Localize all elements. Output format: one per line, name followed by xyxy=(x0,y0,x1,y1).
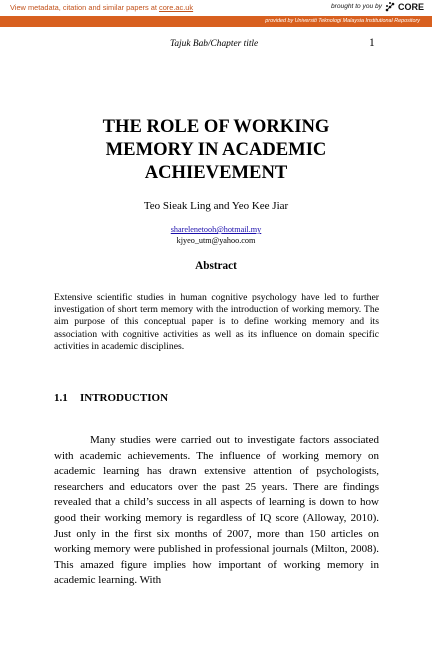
abstract-body: Extensive scientific studies in human cognitive psychology have led to further investigation of short term memory with the introduction of working memory. The aim purpose of this conceptual paper is to define working memory and its association with cognitive activities as well as its influence on domain specific activities in academic disciplines. xyxy=(54,292,379,352)
section-heading xyxy=(54,392,168,404)
core-logo-text: CORE xyxy=(397,1,424,12)
brought-to-you-by-text: brought to you by xyxy=(331,3,382,10)
abstract-heading: Abstract xyxy=(195,260,237,272)
core-metadata-text xyxy=(10,3,193,12)
paper-authors: Teo Sieak Ling and Yeo Kee Jiar xyxy=(143,200,289,212)
email-2: kjyeo_utm@yahoo.com xyxy=(176,235,256,245)
page-number: 1 xyxy=(369,37,375,49)
email-link-1[interactable]: sharelenetooh@hotmail.my xyxy=(170,225,262,234)
section-number: 1.1 xyxy=(54,392,68,404)
running-title: Tajuk Bab/Chapter title xyxy=(170,39,259,49)
core-brand xyxy=(331,1,424,12)
introduction-body: Many studies were carried out to investigate factors associated with academic achievements. The influence of working memory on academic learning has drawn extensive attention of psychologists, researchers and educators over the past 25 years. There are findings revealed that a child’s success in all aspects of learning is down to how good their working memory is regardless of IQ score (Alloway, 2010). Just only in the first six months of 2007, more than 150 articles on working memory were published in professional journals (Milton, 2008). This amazed figure implies how important of working memory in academic learning. With xyxy=(54,434,379,587)
core-ac-uk-link[interactable]: core.ac.uk xyxy=(159,3,194,12)
section-title: INTRODUCTION xyxy=(80,392,169,404)
core-logo-icon xyxy=(385,1,396,12)
core-metadata-label: View metadata, citation and similar papers at xyxy=(10,3,157,12)
provided-by-bar xyxy=(0,16,432,27)
core-banner xyxy=(0,0,432,16)
author-emails xyxy=(60,225,372,246)
paper-title: THE ROLE OF WORKING MEMORY IN ACADEMIC ACHIEVEMENT xyxy=(102,116,330,183)
provided-by-text[interactable]: provided by Universiti Teknologi Malaysia Institutional Repository xyxy=(265,18,420,24)
core-logo[interactable] xyxy=(385,1,424,12)
